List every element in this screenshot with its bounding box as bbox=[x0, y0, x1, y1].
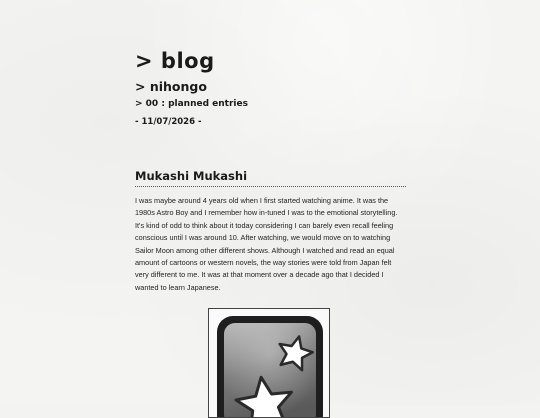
entries-count: > 00 : planned entries bbox=[135, 99, 248, 109]
post-date: - 11/07/2026 - bbox=[135, 117, 202, 127]
post-body: I was maybe around 4 years old when I first started watching anime. It was the 1980s Astro Boy and I remember how in-tuned I was to the emotional storytelling. It's kind of odd to think about it today considering I can barely even recall feeling conscious until I was around 10. After watching, we would move on to watching Sailor Moon among other different shows. Although I watched and read an equal amount of cartoons or western novels, the way stories were told from Japan felt very different to me. It was at that moment over a decade ago that I decided I wanted to learn Japanese. bbox=[135, 196, 398, 292]
post-image bbox=[208, 308, 330, 418]
section-title[interactable]: > nihongo bbox=[135, 79, 207, 94]
post-heading: Mukashi Mukashi bbox=[135, 169, 406, 187]
blog-title[interactable]: > blog bbox=[135, 49, 215, 73]
stars-icon bbox=[209, 309, 330, 418]
